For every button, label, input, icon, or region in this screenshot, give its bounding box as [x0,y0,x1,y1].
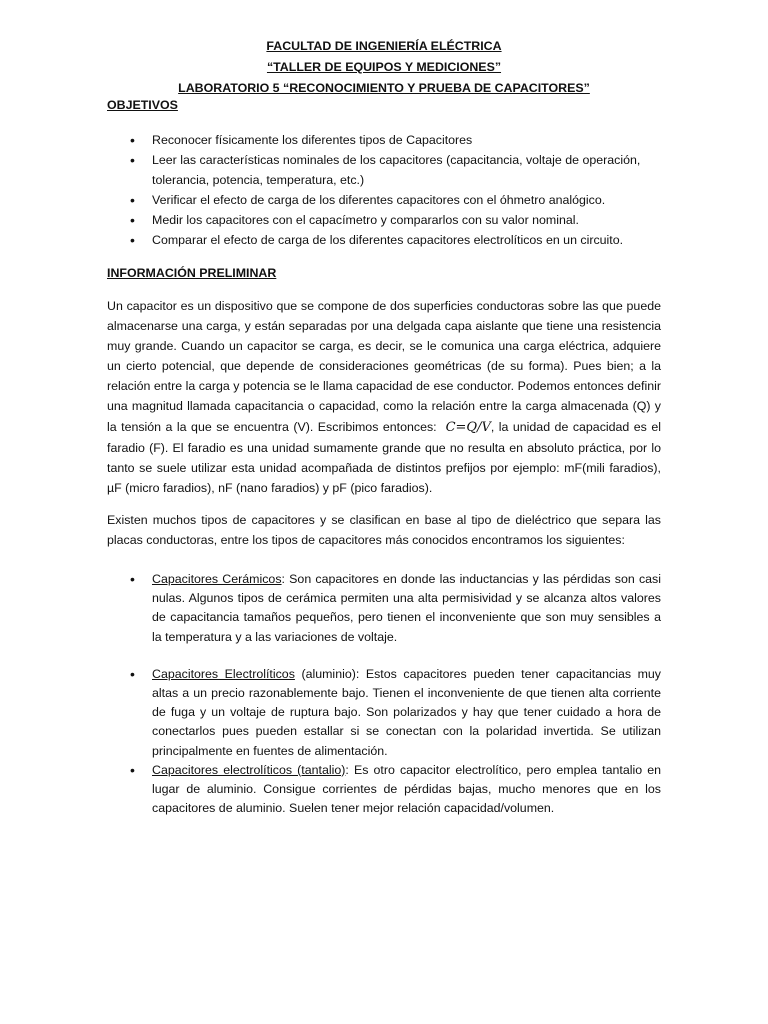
spacer [107,647,661,665]
list-item [107,570,661,647]
objective-text: Reconocer físicamente los diferentes tipos de Capacitores [152,133,473,147]
intro-text: Un capacitor es un dispositivo que se compone de dos superficies conductoras sobre las que puede almacenarse una carga, y están separadas por una delgada capa aislante que tiene una resistencia muy grande. Cuando un capacitor se carga, es decir, se le comunica una carga eléctrica, adquiere un cierto potencial, que depende de consideraciones geométricas (de su forma). Pues bien; a la relación entre la carga y potencia se le llama capacidad de ese conductor. Podemos entonces definir una magnitud llamada capacitancia o capacidad, como la relación entre la carga almacenada (Q) y la tensión a la que se encuentra (V). Escribimos entonces: [107,299,661,434]
list-item [107,130,667,150]
preliminary-heading: INFORMACIÓN PRELIMINAR [107,266,277,280]
bullet-icon: • [130,212,135,228]
intro-paragraph [107,296,661,498]
bullet-icon: • [130,665,135,682]
lab-title: LABORATORIO 5 “RECONOCIMIENTO Y PRUEBA DE CAPACITORES” [178,81,590,95]
bullet-icon: • [130,761,135,778]
type-separator: : [281,572,290,586]
faculty-title: FACULTAD DE INGENIERÍA ELÉCTRICA [266,39,502,53]
bullet-icon: • [130,152,135,168]
list-item [107,230,667,250]
type-term: Capacitores electrolíticos (tantalio) [152,762,346,777]
list-item [107,761,661,819]
capacitor-types-list [107,570,661,818]
list-item [107,665,661,761]
bullet-icon: • [130,232,135,248]
objectives-list [107,130,667,250]
type-separator: : [345,762,354,777]
capacitance-formula: C=Q/V [445,419,491,435]
objective-text: Medir los capacitores con el capacímetro y compararlos con su valor nominal. [152,213,579,227]
type-description: Estos capacitores pueden tener capacitancias muy altas a un precio razonablemente bajo. Tienen el inconveniente de que tienen alta corriente de fuga y un voltaje de ruptura bajo. Son polarizados y hay que tener cuidado a hora de conectarlos pues pueden estallar si se conectan con la polaridad invertida. Se utilizan principalmente en fuentes de alimentación. [152,666,661,758]
document-header [0,36,768,99]
types-intro-paragraph: Existen muchos tipos de capacitores y se clasifican en base al tipo de dieléctrico que separa las placas conductoras, entre los tipos de capacitores más conocidos encontramos los siguientes: [107,513,661,548]
objective-text: Verificar el efecto de carga de los diferentes capacitores con el óhmetro analógico. [152,193,606,207]
type-term: Capacitores Cerámicos [152,572,282,586]
type-separator: (aluminio): [294,666,366,681]
objective-text: Leer las características nominales de los capacitores (capacitancia, voltaje de operación, tolerancia, potencia, temperatura, etc.) [152,153,641,187]
list-item [107,150,667,190]
type-term: Capacitores Electrolíticos [152,666,295,681]
workshop-title: “TALLER DE EQUIPOS Y MEDICIONES” [266,60,502,74]
list-item [107,210,667,230]
bullet-icon: • [130,192,135,208]
objective-text: Comparar el efecto de carga de los diferentes capacitores electrolíticos en un circuito. [152,233,624,247]
bullet-icon: • [130,132,135,148]
type-description: Es otro capacitor electrolítico, pero emplea tantalio en lugar de aluminio. Consigue corrientes de pérdidas bajas, mucho menores que en los capacitores de aluminio. Suelen tener mejor relación capacidad/volumen. [152,762,661,816]
type-description: Son capacitores en donde las inductancias y las pérdidas son casi nulas. Algunos tipos de cerámica permiten una alta permisividad y se alcanza altos valores de capacitancia tamaños pequeños, pero tienen el inconveniente que son muy sensibles a la temperatura y a las variaciones de voltaje. [152,572,662,644]
intro-text-continued: , la unidad de capacidad es el faradio (F). El faradio es una unidad sumamente grande que no resulta en absoluto práctica, por lo tanto se suele utilizar esta unidad acompañada de distintos prefijos por ejemplo: mF(mili faradios), µF (micro faradios), nF (nano faradios) y pF (pico faradios). [107,419,662,495]
objectives-heading: OBJETIVOS [107,98,178,112]
bullet-icon: • [130,571,135,587]
list-item [107,190,667,210]
